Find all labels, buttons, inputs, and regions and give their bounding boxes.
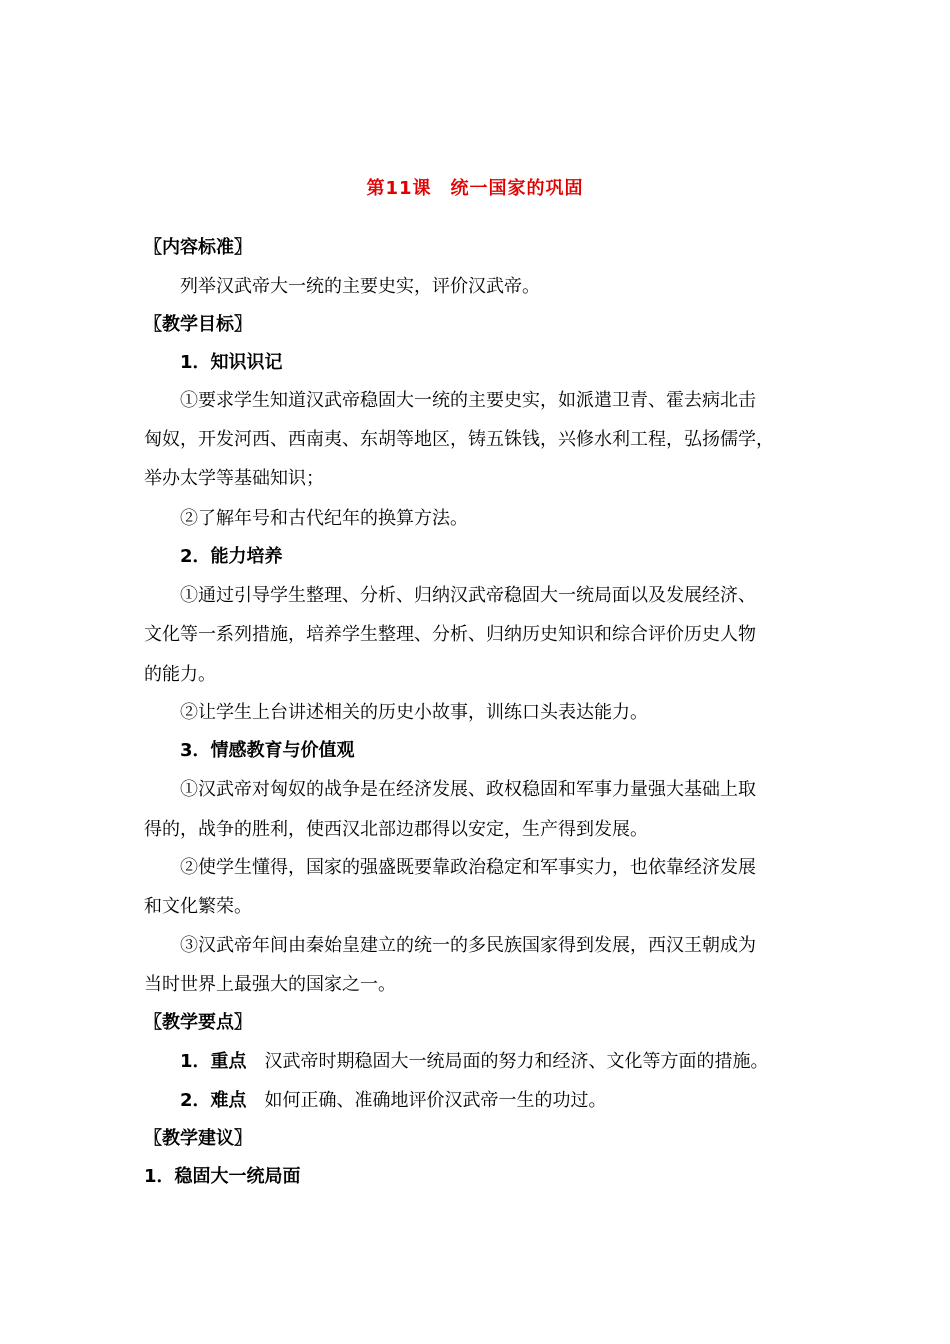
subheading: 1．稳固大一统局面: [144, 1166, 301, 1187]
section-heading-teaching-goals: 〖教学目标〗: [144, 314, 252, 335]
subheading: 2．能力培养: [180, 546, 283, 567]
key-point-label: 2．难点: [180, 1090, 247, 1111]
key-point-row: [180, 1050, 769, 1074]
subheading: 1．知识识记: [180, 352, 283, 373]
paragraph-line: 匈奴，开发河西、西南夷、东胡等地区，铸五铢钱，兴修水利工程，弘扬儒学，: [144, 429, 774, 450]
paragraph-line: ①要求学生知道汉武帝稳固大一统的主要史实，如派遣卫青、霍去病北击: [180, 390, 756, 411]
subheading: 3．情感教育与价值观: [180, 740, 355, 761]
paragraph-line: 当时世界上最强大的国家之一。: [144, 974, 396, 995]
paragraph-line: ②让学生上台讲述相关的历史小故事，训练口头表达能力。: [180, 702, 648, 723]
paragraph-line: ①通过引导学生整理、分析、归纳汉武帝稳固大一统局面以及发展经济、: [180, 585, 756, 606]
paragraph-line: ②使学生懂得，国家的强盛既要靠政治稳定和军事实力，也依靠经济发展: [180, 857, 756, 878]
paragraph-line: 得的，战争的胜利，使西汉北部边郡得以安定，生产得到发展。: [144, 819, 648, 840]
paragraph-line: 和文化繁荣。: [144, 896, 252, 917]
section-heading-content-standard: 〖内容标准〗: [144, 237, 252, 258]
paragraph-line: 文化等一系列措施，培养学生整理、分析、归纳历史知识和综合评价历史人物: [144, 624, 756, 645]
key-point-row: [180, 1089, 607, 1113]
page-title: 第11课 统一国家的巩固: [366, 178, 584, 199]
section-heading-key-points: 〖教学要点〗: [144, 1012, 252, 1033]
paragraph-line: ③汉武帝年间由秦始皇建立的统一的多民族国家得到发展，西汉王朝成为: [180, 935, 756, 956]
paragraph-line: ②了解年号和古代纪年的换算方法。: [180, 508, 468, 529]
key-point-label: 1．重点: [180, 1051, 247, 1072]
paragraph-line: 的能力。: [144, 664, 216, 685]
paragraph-line: ①汉武帝对匈奴的战争是在经济发展、政权稳固和军事力量强大基础上取: [180, 779, 756, 800]
key-point-text: 如何正确、准确地评价汉武帝一生的功过。: [264, 1090, 607, 1111]
paragraph-line: 举办太学等基础知识；: [144, 468, 324, 489]
key-point-text: 汉武帝时期稳固大一统局面的努力和经济、文化等方面的措施。: [264, 1051, 769, 1072]
paragraph: 列举汉武帝大一统的主要史实，评价汉武帝。: [180, 276, 540, 297]
section-heading-suggestions: 〖教学建议〗: [144, 1128, 252, 1149]
